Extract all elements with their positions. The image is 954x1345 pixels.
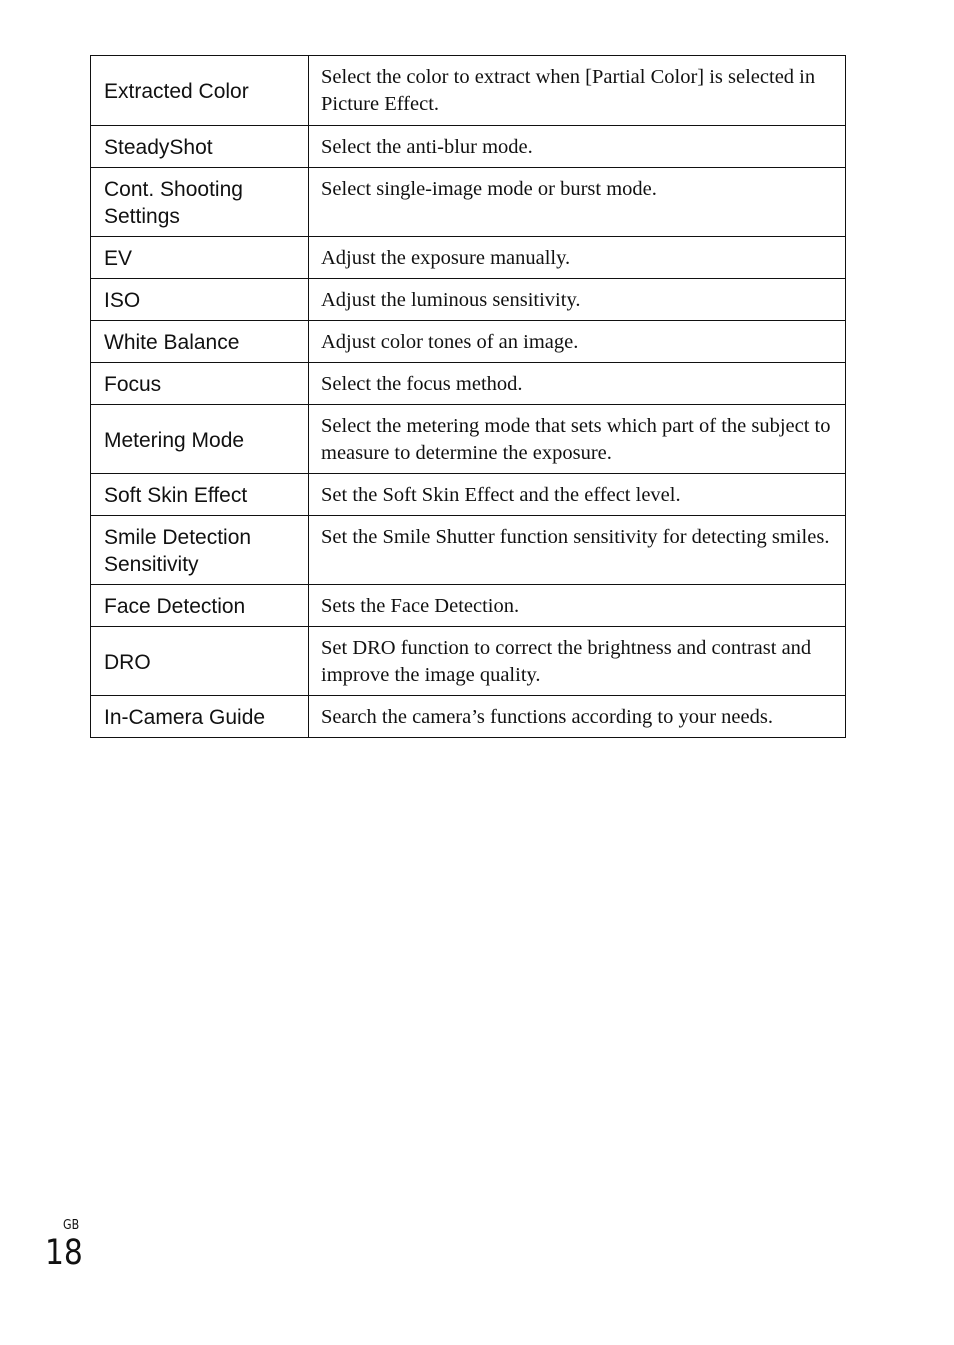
table-row — [91, 405, 846, 474]
setting-name: Soft Skin Effect — [91, 474, 309, 516]
setting-name: In-Camera Guide — [91, 696, 309, 738]
setting-description: Select the anti-blur mode. — [309, 126, 846, 168]
setting-name: ISO — [91, 279, 309, 321]
setting-name: SteadyShot — [91, 126, 309, 168]
setting-name: Face Detection — [91, 585, 309, 627]
table-row — [91, 168, 846, 237]
setting-name: DRO — [91, 627, 309, 696]
setting-name: EV — [91, 237, 309, 279]
setting-description: Set the Smile Shutter function sensitivity for detecting smiles. — [309, 516, 846, 585]
table-row — [91, 56, 846, 126]
table-row — [91, 126, 846, 168]
table-row — [91, 627, 846, 696]
page-number: 18 — [45, 1233, 83, 1273]
setting-description: Select single-image mode or burst mode. — [309, 168, 846, 237]
setting-description: Select the color to extract when [Partial Color] is selected in Picture Effect. — [309, 56, 846, 126]
setting-name: Extracted Color — [91, 56, 309, 126]
setting-description: Adjust color tones of an image. — [309, 321, 846, 363]
table-row — [91, 279, 846, 321]
setting-name: Cont. Shooting Settings — [91, 168, 309, 237]
table-row — [91, 363, 846, 405]
setting-description: Adjust the luminous sensitivity. — [309, 279, 846, 321]
setting-description: Set DRO function to correct the brightness and contrast and improve the image quality. — [309, 627, 846, 696]
setting-description: Search the camera’s functions according to your needs. — [309, 696, 846, 738]
setting-name: Focus — [91, 363, 309, 405]
setting-description: Sets the Face Detection. — [309, 585, 846, 627]
setting-description: Select the metering mode that sets which part of the subject to measure to determine the exposure. — [309, 405, 846, 474]
table-row — [91, 696, 846, 738]
region-code: GB — [63, 1218, 80, 1233]
setting-name: Metering Mode — [91, 405, 309, 474]
table-row — [91, 321, 846, 363]
table-row — [91, 585, 846, 627]
setting-description: Set the Soft Skin Effect and the effect level. — [309, 474, 846, 516]
table-row — [91, 474, 846, 516]
setting-name: White Balance — [91, 321, 309, 363]
setting-name: Smile Detection Sensitivity — [91, 516, 309, 585]
settings-table — [90, 55, 846, 738]
setting-description: Select the focus method. — [309, 363, 846, 405]
setting-description: Adjust the exposure manually. — [309, 237, 846, 279]
table-row — [91, 516, 846, 585]
table-row — [91, 237, 846, 279]
